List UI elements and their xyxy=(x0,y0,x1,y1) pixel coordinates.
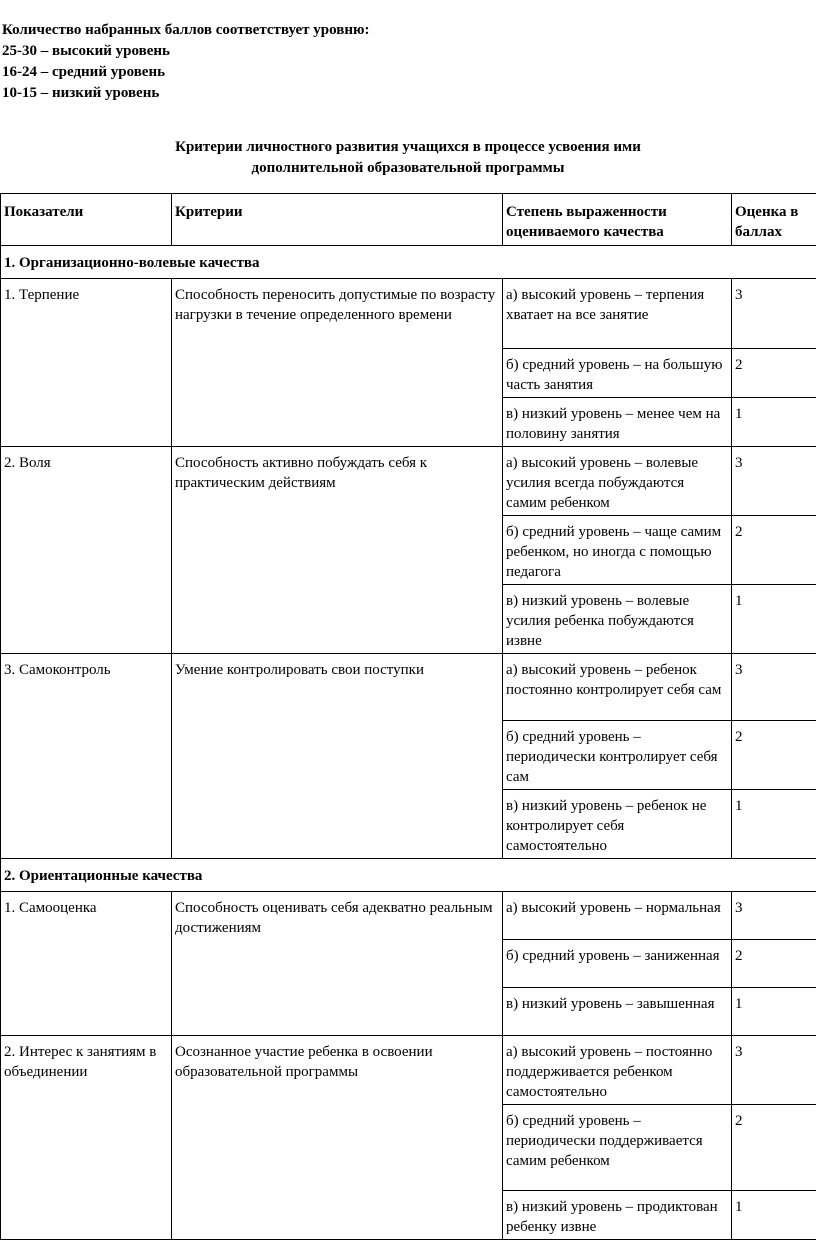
level-cell: в) низкий уровень – завышенная xyxy=(503,988,732,1036)
header-indicators: Показатели xyxy=(1,194,172,246)
level-cell: в) низкий уровень – менее чем на половину занятия xyxy=(503,398,732,447)
score-cell: 1 xyxy=(732,398,816,447)
score-cell: 2 xyxy=(732,516,816,585)
score-cell: 2 xyxy=(732,721,816,790)
level-cell: б) средний уровень – периодически контролирует себя сам xyxy=(503,721,732,790)
criterion-cell: Способность переносить допустимые по возрасту нагрузки в течение определенного времени xyxy=(172,279,503,447)
score-cell: 3 xyxy=(732,279,816,349)
level-cell: б) средний уровень – периодически поддерживается самим ребенком xyxy=(503,1105,732,1191)
level-cell: а) высокий уровень – ребенок постоянно контролирует себя сам xyxy=(503,654,732,721)
indicator-cell: 2. Воля xyxy=(1,447,172,654)
score-cell: 2 xyxy=(732,349,816,398)
score-cell: 1 xyxy=(732,988,816,1036)
indicator-cell: 1. Терпение xyxy=(1,279,172,447)
score-cell: 1 xyxy=(732,1191,816,1240)
criteria-table xyxy=(0,193,816,1240)
indicator-cell: 1. Самооценка xyxy=(1,892,172,1036)
criterion-cell: Способность активно побуждать себя к практическим действиям xyxy=(172,447,503,654)
level-cell: б) средний уровень – на большую часть занятия xyxy=(503,349,732,398)
criterion-cell: Умение контролировать свои поступки xyxy=(172,654,503,859)
table-row xyxy=(1,1036,816,1105)
level-cell: а) высокий уровень – терпения хватает на все занятие xyxy=(503,279,732,349)
level-cell: в) низкий уровень – ребенок не контролирует себя самостоятельно xyxy=(503,790,732,859)
document-title xyxy=(0,137,816,179)
section-row xyxy=(1,246,816,279)
title-line-1: Критерии личностного развития учащихся в процессе усвоения ими xyxy=(0,137,816,158)
intro-level-low: 10-15 – низкий уровень xyxy=(2,83,369,104)
table-row xyxy=(1,654,816,721)
table-row xyxy=(1,447,816,516)
header-score: Оценка в баллах xyxy=(732,194,816,246)
score-cell: 2 xyxy=(732,940,816,988)
score-cell: 1 xyxy=(732,790,816,859)
intro-level-high: 25-30 – высокий уровень xyxy=(2,41,369,62)
scoring-intro xyxy=(2,20,369,104)
table-header-row xyxy=(1,194,816,246)
section-row xyxy=(1,859,816,892)
intro-level-medium: 16-24 – средний уровень xyxy=(2,62,369,83)
score-cell: 3 xyxy=(732,1036,816,1105)
level-cell: б) средний уровень – заниженная xyxy=(503,940,732,988)
score-cell: 3 xyxy=(732,892,816,940)
level-cell: а) высокий уровень – нормальная xyxy=(503,892,732,940)
level-cell: б) средний уровень – чаще самим ребенком, но иногда с помощью педагога xyxy=(503,516,732,585)
level-cell: а) высокий уровень – постоянно поддерживается ребенком самостоятельно xyxy=(503,1036,732,1105)
title-line-2: дополнительной образовательной программы xyxy=(0,158,816,179)
level-cell: в) низкий уровень – волевые усилия ребенка побуждаются извне xyxy=(503,585,732,654)
intro-heading: Количество набранных баллов соответствует уровню: xyxy=(2,20,369,41)
indicator-cell: 3. Самоконтроль xyxy=(1,654,172,859)
score-cell: 1 xyxy=(732,585,816,654)
criterion-cell: Осознанное участие ребенка в освоении образовательной программы xyxy=(172,1036,503,1240)
table-row xyxy=(1,279,816,349)
indicator-cell: 2. Интерес к занятиям в объединении xyxy=(1,1036,172,1240)
criterion-cell: Способность оценивать себя адекватно реальным достижениям xyxy=(172,892,503,1036)
level-cell: в) низкий уровень – продиктован ребенку извне xyxy=(503,1191,732,1240)
table-row xyxy=(1,892,816,940)
score-cell: 3 xyxy=(732,447,816,516)
score-cell: 3 xyxy=(732,654,816,721)
section-title: 1. Организационно-волевые качества xyxy=(1,246,816,279)
score-cell: 2 xyxy=(732,1105,816,1191)
header-criteria: Критерии xyxy=(172,194,503,246)
header-degree: Степень выраженности оцениваемого качества xyxy=(503,194,732,246)
section-title: 2. Ориентационные качества xyxy=(1,859,816,892)
level-cell: а) высокий уровень – волевые усилия всегда побуждаются самим ребенком xyxy=(503,447,732,516)
